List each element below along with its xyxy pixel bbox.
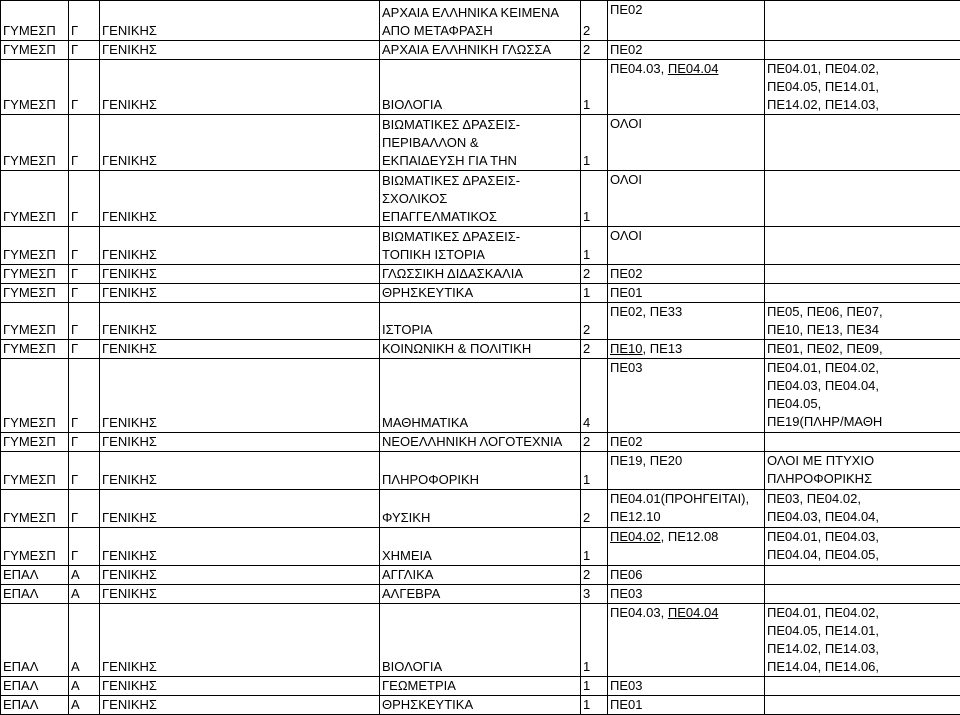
subject-cell	[380, 566, 581, 585]
subject-cell	[380, 41, 581, 60]
grade-cell: Γ	[69, 227, 100, 265]
subject-cell	[380, 1, 581, 41]
subject-cell-line: ΧΗΜΕΙΑ	[382, 547, 578, 565]
hours-cell: 2	[581, 41, 608, 60]
track-cell: ΓΕΝΙΚΗΣ	[100, 171, 380, 227]
grade-cell: Α	[69, 696, 100, 715]
secondary-specialty-cell	[765, 585, 960, 604]
primary-specialty-cell-line: ΠΕ06	[610, 566, 762, 584]
primary-specialty-cell-line: ΟΛΟΙ	[610, 171, 762, 189]
hours-cell: 1	[581, 227, 608, 265]
subject-cell	[380, 303, 581, 340]
subject-cell-line: ΘΡΗΣΚΕΥΤΙΚΑ	[382, 284, 578, 302]
subject-cell-line: ΦΥΣΙΚΗ	[382, 509, 578, 527]
secondary-specialty-cell	[765, 452, 960, 490]
grade-cell: Γ	[69, 115, 100, 171]
primary-specialty-cell	[608, 303, 765, 340]
grade-cell: Γ	[69, 452, 100, 490]
subject-cell	[380, 452, 581, 490]
subject-cell-line: ΓΕΩΜΕΤΡΙΑ	[382, 677, 578, 695]
table-body	[1, 1, 960, 715]
primary-specialty-cell	[608, 696, 765, 715]
subject-cell-line: ΒΙΩΜΑΤΙΚΕΣ ΔΡΑΣΕΙΣ-	[382, 172, 578, 190]
subject-cell	[380, 490, 581, 528]
secondary-specialty-cell	[765, 171, 960, 227]
subject-cell	[380, 677, 581, 696]
primary-specialty-cell-line: ΟΛΟΙ	[610, 115, 762, 133]
secondary-specialty-cell	[765, 566, 960, 585]
subject-cell-line: ΑΛΓΕΒΡΑ	[382, 585, 578, 603]
hours-cell: 2	[581, 340, 608, 359]
primary-specialty-cell	[608, 677, 765, 696]
hours-cell: 2	[581, 490, 608, 528]
track-cell: ΓΕΝΙΚΗΣ	[100, 677, 380, 696]
school-type-cell: ΓΥΜΕΣΠ	[1, 303, 69, 340]
grade-cell: Γ	[69, 265, 100, 284]
hours-cell: 2	[581, 265, 608, 284]
school-type-cell: ΕΠΑΛ	[1, 696, 69, 715]
subject-cell	[380, 115, 581, 171]
subject-cell-line: ΤΟΠΙΚΗ ΙΣΤΟΡΙΑ	[382, 246, 578, 264]
school-type-cell: ΓΥΜΕΣΠ	[1, 490, 69, 528]
primary-specialty-cell	[608, 566, 765, 585]
track-cell: ΓΕΝΙΚΗΣ	[100, 115, 380, 171]
subject-cell	[380, 528, 581, 566]
subject-cell	[380, 60, 581, 115]
secondary-specialty-cell	[765, 528, 960, 566]
track-cell: ΓΕΝΙΚΗΣ	[100, 340, 380, 359]
hours-cell: 2	[581, 433, 608, 452]
school-type-cell: ΕΠΑΛ	[1, 677, 69, 696]
secondary-specialty-cell	[765, 60, 960, 115]
table-row	[1, 284, 960, 303]
school-type-cell: ΓΥΜΕΣΠ	[1, 452, 69, 490]
table-row	[1, 528, 960, 566]
table-row	[1, 227, 960, 265]
school-type-cell: ΓΥΜΕΣΠ	[1, 41, 69, 60]
secondary-specialty-cell-line: ΠΕ14.02, ΠΕ14.03,	[767, 640, 958, 658]
track-cell: ΓΕΝΙΚΗΣ	[100, 696, 380, 715]
hours-cell: 1	[581, 528, 608, 566]
secondary-specialty-cell	[765, 359, 960, 433]
subject-cell-line: ΝΕΟΕΛΛΗΝΙΚΗ ΛΟΓΟΤΕΧΝΙΑ	[382, 433, 578, 451]
primary-specialty-cell	[608, 340, 765, 359]
subject-cell	[380, 171, 581, 227]
school-type-cell: ΕΠΑΛ	[1, 566, 69, 585]
primary-specialty-cell-line: ΠΕ12.10	[610, 508, 762, 526]
subject-cell-line: ΒΙΩΜΑΤΙΚΕΣ ΔΡΑΣΕΙΣ-	[382, 116, 578, 134]
primary-specialty-cell	[608, 227, 765, 265]
secondary-specialty-cell-line: ΠΛΗΡΟΦΟΡΙΚΗΣ	[767, 470, 958, 488]
secondary-specialty-cell	[765, 303, 960, 340]
subject-cell	[380, 340, 581, 359]
track-cell: ΓΕΝΙΚΗΣ	[100, 433, 380, 452]
hours-cell: 1	[581, 677, 608, 696]
subject-cell-line: ΕΚΠΑΙΔΕΥΣΗ ΓΙΑ ΤΗΝ	[382, 152, 578, 170]
primary-specialty-cell	[608, 490, 765, 528]
primary-specialty-cell-line: ΠΕ03	[610, 359, 762, 377]
table-row	[1, 566, 960, 585]
subject-cell-line: ΑΓΓΛΙΚΑ	[382, 566, 578, 584]
secondary-specialty-cell-line: ΠΕ01, ΠΕ02, ΠΕ09,	[767, 340, 958, 358]
secondary-specialty-cell	[765, 284, 960, 303]
subject-cell	[380, 696, 581, 715]
subject-cell	[380, 604, 581, 677]
subject-cell-line: ΑΡΧΑΙΑ ΕΛΛΗΝΙΚΗ ΓΛΩΣΣΑ	[382, 41, 578, 59]
hours-cell: 2	[581, 303, 608, 340]
primary-specialty-cell-line: ΠΕ02	[610, 433, 762, 451]
school-type-cell: ΓΥΜΕΣΠ	[1, 171, 69, 227]
grade-cell: Γ	[69, 60, 100, 115]
track-cell: ΓΕΝΙΚΗΣ	[100, 1, 380, 41]
subject-cell-line: ΒΙΟΛΟΓΙΑ	[382, 96, 578, 114]
track-cell: ΓΕΝΙΚΗΣ	[100, 604, 380, 677]
secondary-specialty-cell	[765, 490, 960, 528]
grade-cell: Γ	[69, 171, 100, 227]
primary-specialty-cell	[608, 41, 765, 60]
hours-cell: 1	[581, 604, 608, 677]
table-row	[1, 303, 960, 340]
grade-cell: Γ	[69, 528, 100, 566]
secondary-specialty-cell-line: ΠΕ04.01, ΠΕ04.03,	[767, 528, 958, 546]
secondary-specialty-cell	[765, 41, 960, 60]
subject-cell-line: ΘΡΗΣΚΕΥΤΙΚΑ	[382, 696, 578, 714]
hours-cell: 1	[581, 696, 608, 715]
primary-specialty-cell	[608, 265, 765, 284]
primary-specialty-cell	[608, 528, 765, 566]
secondary-specialty-cell	[765, 604, 960, 677]
school-type-cell: ΕΠΑΛ	[1, 604, 69, 677]
secondary-specialty-cell-line: ΠΕ04.01, ΠΕ04.02,	[767, 604, 958, 622]
table-row	[1, 41, 960, 60]
subject-cell	[380, 359, 581, 433]
hours-cell: 4	[581, 359, 608, 433]
track-cell: ΓΕΝΙΚΗΣ	[100, 227, 380, 265]
primary-specialty-cell-line: ΠΕ02, ΠΕ33	[610, 303, 762, 321]
track-cell: ΓΕΝΙΚΗΣ	[100, 528, 380, 566]
subject-cell-line: ΒΙΩΜΑΤΙΚΕΣ ΔΡΑΣΕΙΣ-	[382, 228, 578, 246]
primary-specialty-cell	[608, 359, 765, 433]
school-type-cell: ΕΠΑΛ	[1, 585, 69, 604]
school-type-cell: ΓΥΜΕΣΠ	[1, 359, 69, 433]
table-row	[1, 171, 960, 227]
hours-cell: 1	[581, 60, 608, 115]
school-type-cell: ΓΥΜΕΣΠ	[1, 227, 69, 265]
primary-specialty-cell	[608, 452, 765, 490]
subject-cell-line: ΠΕΡΙΒΑΛΛΟΝ &	[382, 134, 578, 152]
grade-cell: Γ	[69, 490, 100, 528]
subject-cell	[380, 227, 581, 265]
secondary-specialty-cell-line: ΠΕ04.03, ΠΕ04.04,	[767, 508, 958, 526]
table-row	[1, 265, 960, 284]
primary-specialty-cell	[608, 604, 765, 677]
grade-cell: Γ	[69, 41, 100, 60]
table-row	[1, 452, 960, 490]
table-row	[1, 490, 960, 528]
school-type-cell: ΓΥΜΕΣΠ	[1, 433, 69, 452]
grade-cell: Α	[69, 585, 100, 604]
secondary-specialty-cell-line: ΠΕ04.05, ΠΕ14.01,	[767, 78, 958, 96]
secondary-specialty-cell-line: ΠΕ04.05, ΠΕ14.01,	[767, 622, 958, 640]
primary-specialty-cell	[608, 585, 765, 604]
secondary-specialty-cell-line: ΟΛΟΙ ΜΕ ΠΤΥΧΙΟ	[767, 452, 958, 470]
secondary-specialty-cell-line: ΠΕ05, ΠΕ06, ΠΕ07,	[767, 303, 958, 321]
secondary-specialty-cell-line: ΠΕ19(ΠΛΗΡ/ΜΑΘΗ	[767, 413, 958, 431]
grade-cell: Α	[69, 566, 100, 585]
subject-cell-line: ΑΠΟ ΜΕΤΑΦΡΑΣΗ	[382, 22, 578, 40]
school-type-cell: ΓΥΜΕΣΠ	[1, 340, 69, 359]
table-row	[1, 359, 960, 433]
school-type-cell: ΓΥΜΕΣΠ	[1, 265, 69, 284]
secondary-specialty-cell	[765, 1, 960, 41]
track-cell: ΓΕΝΙΚΗΣ	[100, 265, 380, 284]
school-type-cell: ΓΥΜΕΣΠ	[1, 528, 69, 566]
primary-specialty-cell-line: ΠΕ04.03, ΠΕ04.04	[610, 604, 762, 622]
subject-cell-line: ΑΡΧΑΙΑ ΕΛΛΗΝΙΚΑ ΚΕΙΜΕΝΑ	[382, 4, 578, 22]
subject-cell-line: ΓΛΩΣΣΙΚΗ ΔΙΔΑΣΚΑΛΙΑ	[382, 265, 578, 283]
primary-specialty-cell-line: ΠΕ04.02, ΠΕ12.08	[610, 528, 762, 546]
secondary-specialty-cell	[765, 265, 960, 284]
subject-cell	[380, 265, 581, 284]
hours-cell: 2	[581, 566, 608, 585]
primary-specialty-cell	[608, 284, 765, 303]
subject-cell	[380, 585, 581, 604]
table-row	[1, 433, 960, 452]
track-cell: ΓΕΝΙΚΗΣ	[100, 359, 380, 433]
subject-cell-line: ΙΣΤΟΡΙΑ	[382, 321, 578, 339]
secondary-specialty-cell	[765, 696, 960, 715]
primary-specialty-cell-line: ΠΕ02	[610, 41, 762, 59]
subject-cell-line: ΚΟΙΝΩΝΙΚΗ & ΠΟΛΙΤΙΚΗ	[382, 340, 578, 358]
grade-cell: Γ	[69, 284, 100, 303]
track-cell: ΓΕΝΙΚΗΣ	[100, 41, 380, 60]
table-row	[1, 115, 960, 171]
hours-cell: 2	[581, 1, 608, 41]
secondary-specialty-cell	[765, 677, 960, 696]
school-type-cell: ΓΥΜΕΣΠ	[1, 284, 69, 303]
grade-cell: Γ	[69, 433, 100, 452]
table-row	[1, 677, 960, 696]
track-cell: ΓΕΝΙΚΗΣ	[100, 566, 380, 585]
primary-specialty-cell-line: ΠΕ03	[610, 677, 762, 695]
secondary-specialty-cell	[765, 340, 960, 359]
primary-specialty-cell	[608, 171, 765, 227]
subject-cell-line: ΕΠΑΓΓΕΛΜΑΤΙΚΟΣ	[382, 208, 578, 226]
primary-specialty-cell-line: ΠΕ02	[610, 265, 762, 283]
school-type-cell: ΓΥΜΕΣΠ	[1, 115, 69, 171]
primary-specialty-cell	[608, 1, 765, 41]
track-cell: ΓΕΝΙΚΗΣ	[100, 585, 380, 604]
track-cell: ΓΕΝΙΚΗΣ	[100, 284, 380, 303]
primary-specialty-cell	[608, 433, 765, 452]
hours-cell: 1	[581, 171, 608, 227]
primary-specialty-cell-line: ΠΕ01	[610, 284, 762, 302]
school-type-cell: ΓΥΜΕΣΠ	[1, 60, 69, 115]
secondary-specialty-cell	[765, 227, 960, 265]
grade-cell: Α	[69, 677, 100, 696]
table-row	[1, 1, 960, 41]
subject-cell-line: ΒΙΟΛΟΓΙΑ	[382, 658, 578, 676]
track-cell: ΓΕΝΙΚΗΣ	[100, 452, 380, 490]
primary-specialty-cell	[608, 60, 765, 115]
hours-cell: 1	[581, 284, 608, 303]
primary-specialty-cell-line: ΠΕ03	[610, 585, 762, 603]
secondary-specialty-cell-line: ΠΕ04.03, ΠΕ04.04,	[767, 377, 958, 395]
grade-cell: Γ	[69, 340, 100, 359]
subject-cell-line: ΜΑΘΗΜΑΤΙΚΑ	[382, 414, 578, 432]
secondary-specialty-cell-line: ΠΕ04.01, ΠΕ04.02,	[767, 60, 958, 78]
school-type-cell: ΓΥΜΕΣΠ	[1, 1, 69, 41]
grade-cell: Γ	[69, 1, 100, 41]
hours-cell: 1	[581, 452, 608, 490]
primary-specialty-cell-line: ΠΕ19, ΠΕ20	[610, 452, 762, 470]
secondary-specialty-cell-line: ΠΕ10, ΠΕ13, ΠΕ34	[767, 321, 958, 339]
primary-specialty-cell-line: ΠΕ10, ΠΕ13	[610, 340, 762, 358]
track-cell: ΓΕΝΙΚΗΣ	[100, 490, 380, 528]
primary-specialty-cell	[608, 115, 765, 171]
secondary-specialty-cell-line: ΠΕ04.01, ΠΕ04.02,	[767, 359, 958, 377]
grade-cell: Γ	[69, 359, 100, 433]
grade-cell: Γ	[69, 303, 100, 340]
secondary-specialty-cell-line: ΠΕ04.05,	[767, 395, 958, 413]
primary-specialty-cell-line: ΠΕ04.03, ΠΕ04.04	[610, 60, 762, 78]
track-cell: ΓΕΝΙΚΗΣ	[100, 60, 380, 115]
secondary-specialty-cell-line: ΠΕ14.04, ΠΕ14.06,	[767, 658, 958, 676]
subject-cell-line: ΣΧΟΛΙΚΟΣ	[382, 190, 578, 208]
primary-specialty-cell-line: ΠΕ01	[610, 696, 762, 714]
track-cell: ΓΕΝΙΚΗΣ	[100, 303, 380, 340]
table-row	[1, 604, 960, 677]
secondary-specialty-cell	[765, 433, 960, 452]
hours-cell: 1	[581, 115, 608, 171]
table-row	[1, 340, 960, 359]
primary-specialty-cell-line: ΠΕ04.01(ΠΡΟΗΓΕΙΤΑΙ),	[610, 490, 762, 508]
secondary-specialty-cell-line: ΠΕ14.02, ΠΕ14.03,	[767, 96, 958, 114]
hours-cell: 3	[581, 585, 608, 604]
secondary-specialty-cell	[765, 115, 960, 171]
subject-cell	[380, 284, 581, 303]
primary-specialty-cell-line: ΠΕ02	[610, 1, 762, 19]
table-row	[1, 585, 960, 604]
subject-cell	[380, 433, 581, 452]
grade-cell: Α	[69, 604, 100, 677]
table-row	[1, 696, 960, 715]
primary-specialty-cell-line: ΟΛΟΙ	[610, 227, 762, 245]
subject-cell-line: ΠΛΗΡΟΦΟΡΙΚΗ	[382, 471, 578, 489]
table-row	[1, 60, 960, 115]
secondary-specialty-cell-line: ΠΕ04.04, ΠΕ04.05,	[767, 546, 958, 564]
secondary-specialty-cell-line: ΠΕ03, ΠΕ04.02,	[767, 490, 958, 508]
